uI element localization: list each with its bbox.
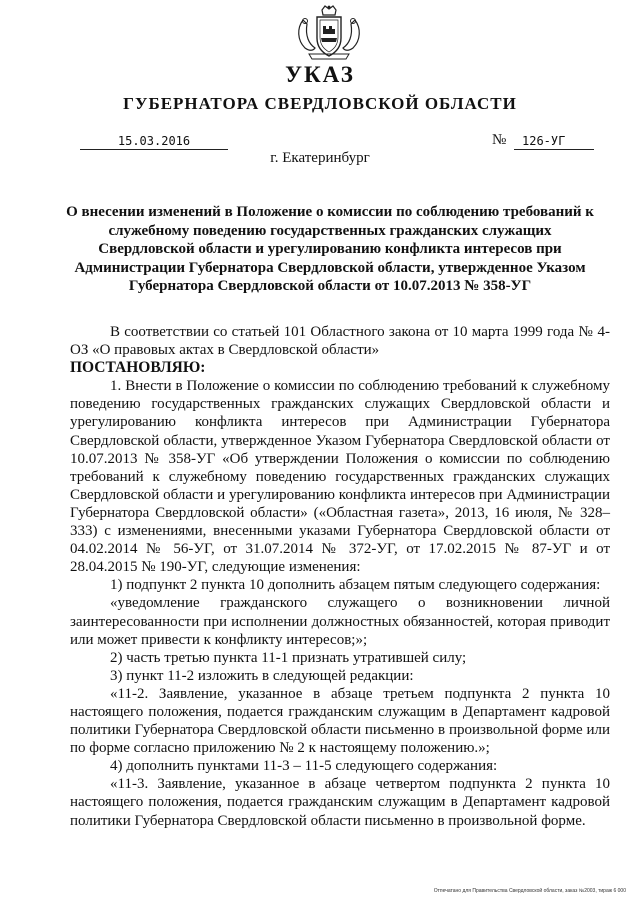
issuer-title: ГУБЕРНАТОРА СВЕРДЛОВСКОЙ ОБЛАСТИ <box>123 94 517 113</box>
decree-word: ПОСТАНОВЛЯЮ: <box>70 359 206 377</box>
paragraph-3: «уведомление гражданского служащего о возникновении личной заинтересованности при исполнении должностных обязанностей, которая приводит или может привести к конфликту интересов;»; <box>70 595 610 648</box>
coat-of-arms-icon <box>293 4 365 62</box>
document-title: УКАЗ <box>285 62 355 87</box>
paragraph-2: 1) подпункт 2 пункта 10 дополнить абзацем пятым следующего содержания: <box>110 577 601 594</box>
paragraph-1: 1. Внести в Положение о комиссии по соблюдению требований к служебному поведению государственных гражданских служащих Свердловской области и урегулированию конфликта интересов при Администрации Губернатора Свердловской области, утвержденное Указом Губернатора Свердловской области от 10.07.2013 № 358-УГ «Об утверждении Положения о комиссии по соблюдению требований к служебному поведению государственных гражданских служащих Свердловской области и урегулированию конфликта интересов при Администрации Губернатора Свердловской области» («Областная газета», 2013, 16 июля, № 328–333) с изменениями, внесенными указами Губернатора Свердловской области от 04.02.2014 № 56-УГ, от 31.07.2014 № 372-УГ, от 17.02.2015 № 87-УГ и от 28.04.2015 № 190-УГ, следующие изменения: <box>70 378 610 576</box>
paragraph-8: «11-3. Заявление, указанное в абзаце четвертом подпункта 2 пункта 10 настоящего положения, подается гражданским служащим в Департамент кадровой политики Губернатора Свердловской области письменно в произвольной форме. <box>70 776 610 829</box>
decree-heading: О внесении изменений в Положение о комиссии по соблюдению требований к служебному поведению государственных гражданских служащих Свердловской области и урегулированию конфликта интересов при Администрации Губернатора Свердловской области, утвержденное Указом Губернатора Свердловской области от 10.07.2013 № 358-УГ <box>66 204 594 295</box>
paragraph-4: 2) часть третью пункта 11-1 признать утратившей силу; <box>110 649 467 666</box>
decree-date: 15.03.2016 <box>80 134 228 150</box>
number-sign: № <box>492 132 507 148</box>
paragraph-5: 3) пункт 11-2 изложить в следующей редакции: <box>110 667 414 684</box>
decree-number: 126-УГ <box>514 134 594 150</box>
city: г. Екатеринбург <box>270 150 370 166</box>
paragraph-6: «11-2. Заявление, указанное в абзаце третьем подпункта 2 пункта 10 настоящего положения, подается гражданским служащим в Департамент кадровой политики Губернатора Свердловской области письменно в произвольной форме или по форме согласно приложению № 2 к настоящему положению.»; <box>70 685 610 757</box>
preamble-paragraph: В соответствии со статьей 101 Областного закона от 10 марта 1999 года № 4-ОЗ «О правовых актах в Свердловской области» <box>70 324 610 359</box>
decree-body <box>70 323 610 830</box>
paragraph-7: 4) дополнить пунктами 11-3 – 11-5 следующего содержания: <box>110 758 498 775</box>
print-footer: Отпечатано для Правительства Свердловской области, заказ №2003, тираж 6 000 <box>433 888 626 894</box>
